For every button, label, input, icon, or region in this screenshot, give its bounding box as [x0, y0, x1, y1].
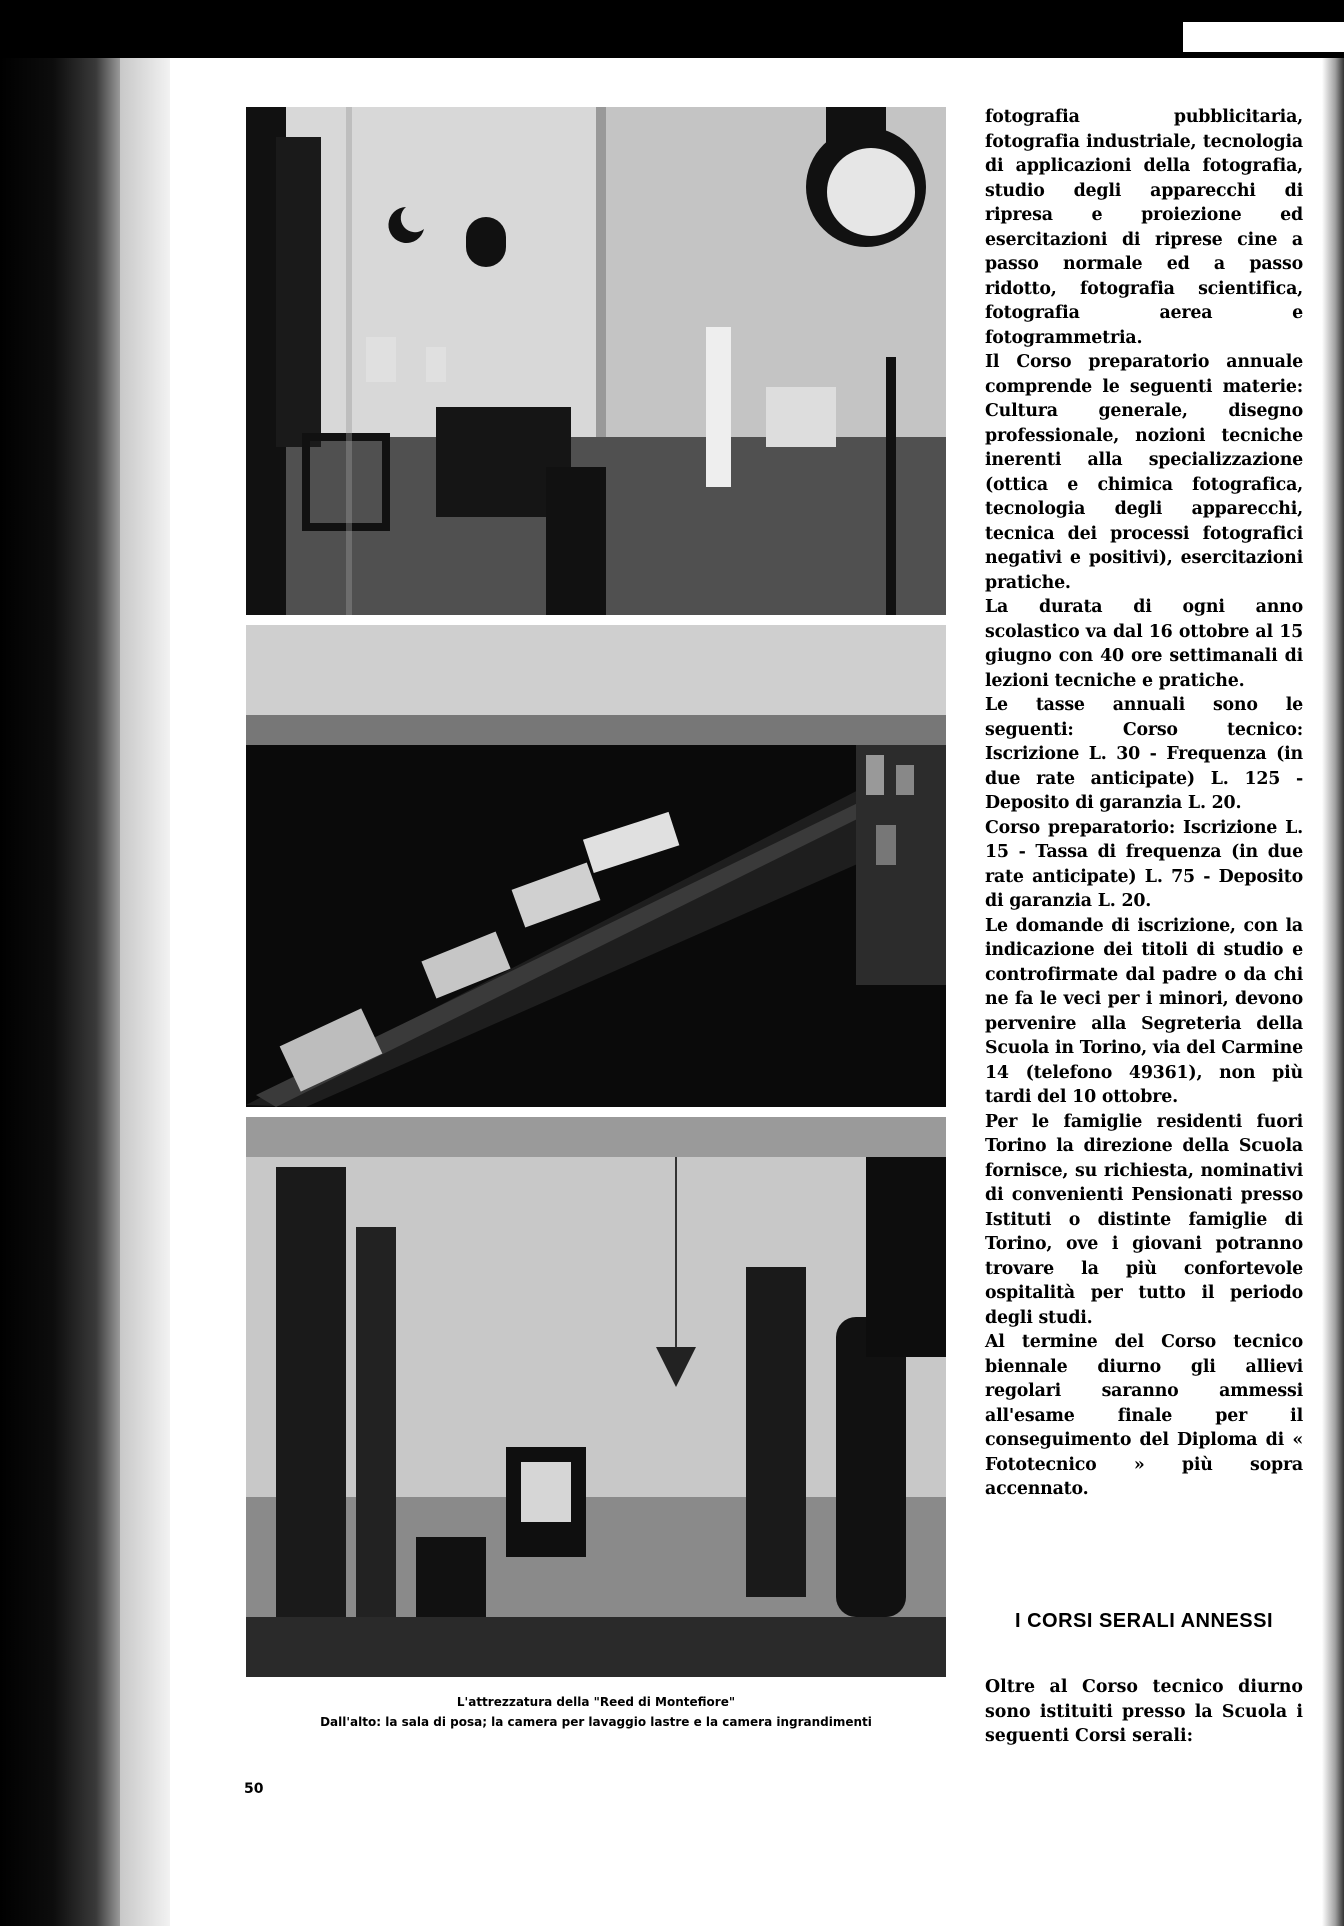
paragraph: Corso preparatorio: Iscrizione L. 15 - Tassa di frequenza (in due rate anticipate) L. 75 - Deposito di garanzia L. 20. [985, 817, 1303, 911]
enlarging-room-photo [246, 1117, 946, 1677]
paragraph: La durata di ogni anno scolastico va dal 16 ottobre al 15 giugno con 40 ore settimanali di lezioni tecniche e pratiche. [985, 597, 1303, 691]
caption-line-1: L'attrezzatura della "Reed di Montefiore" [456, 1695, 736, 1709]
top-dark-border [0, 0, 1344, 58]
section-heading: I CORSI SERALI ANNESSI [1014, 1610, 1274, 1632]
text-column [985, 105, 1303, 1502]
page-number: 50 [244, 1781, 264, 1797]
paragraph: Per le famiglie residenti fuori Torino la direzione della Scuola fornisce, su richiesta, nominativi di convenienti Pensionati presso Istituti o distinte famiglie di Torino, ove i giovani potranno trovare la più confortevole ospitalità per tutto il periodo degli studi. [985, 1111, 1303, 1328]
paragraph: Le tasse annuali sono le seguenti: Corso tecnico: Iscrizione L. 30 - Frequenza (in due rate anticipate) L. 125 - Deposito di garanzia L. 20. [985, 695, 1303, 813]
figure-caption [246, 1692, 946, 1732]
paragraph: Il Corso preparatorio annuale comprende le seguenti materie: Cultura generale, disegno professionale, nozioni tecniche inerenti alla specializzazione (ottica e chimica fotografica, tecnologia degli apparecchi, tecnica dei processi fotografici negativi e positivi), esercitazioni pratiche. [985, 352, 1303, 593]
left-binding-shadow [0, 58, 120, 1926]
paragraph: fotografia pubblicitaria, fotografia industriale, tecnologia di applicazioni della fotografia, studio degli apparecchi di ripresa e proiezione ed esercitazioni di riprese cine a passo normale ed a passo ridotto, fotografia scientifica, fotografia aerea e fotogrammetria. [985, 107, 1303, 348]
right-edge-shadow [1322, 58, 1344, 1926]
paragraph: Le domande di iscrizione, con la indicazione dei titoli di studio e controfirmate dal padre o da chi ne fa le veci per i minori, devono pervenire alla Segreteria della Scuola in Torino, via del Carmine 14 (telefono 49361), non più tardi del 10 ottobre. [985, 915, 1303, 1107]
paragraph: Al termine del Corso tecnico biennale diurno gli allievi regolari saranno ammessi all'esame finale per il conseguimento del Diploma di « Fototecnico » più sopra accennato. [985, 1332, 1303, 1499]
section-intro: Oltre al Corso tecnico diurno sono istituiti presso la Scuola i seguenti Corsi serali: [985, 1677, 1303, 1746]
washing-room-photo [246, 625, 946, 1107]
caption-line-2: Dall'alto: la sala di posa; la camera per lavaggio lastre e la camera ingrandimenti [320, 1715, 872, 1729]
left-page-margin [120, 58, 170, 1926]
studio-photo [246, 107, 946, 615]
top-white-notch [1183, 22, 1344, 52]
